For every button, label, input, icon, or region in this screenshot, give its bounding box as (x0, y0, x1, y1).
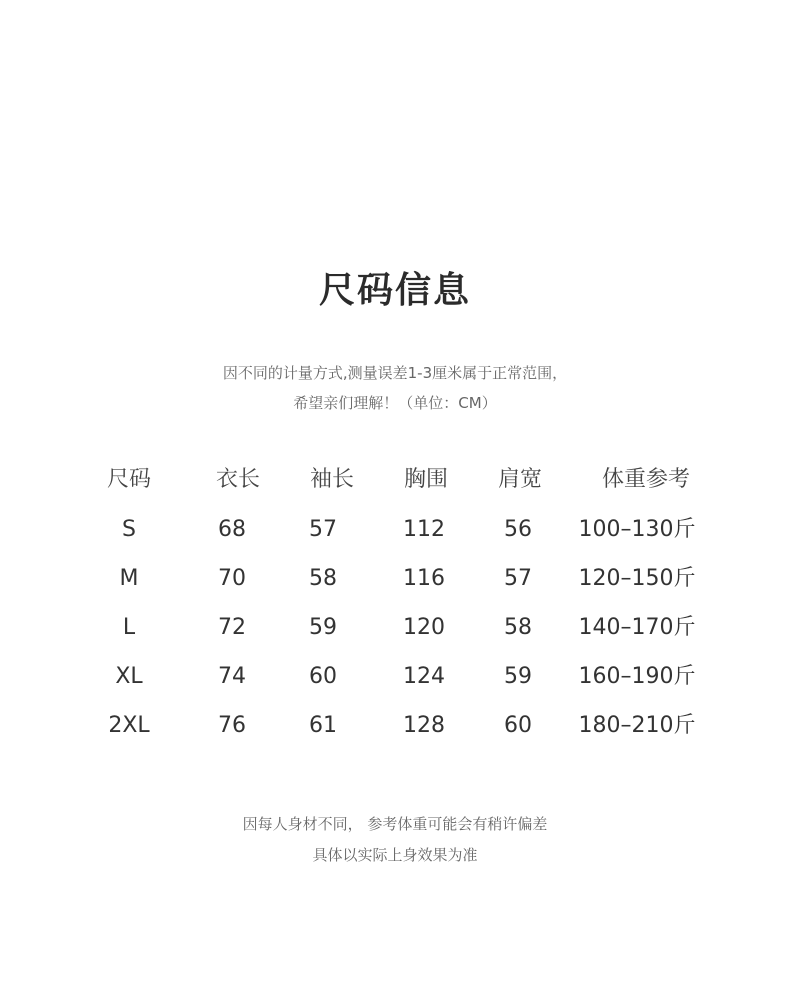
cell-sleeve: 59 (309, 615, 337, 640)
table-row (0, 608, 790, 657)
cell-shoulder: 58 (504, 615, 532, 640)
header-weight: 体重参考 (601, 467, 691, 492)
cell-length: 72 (218, 615, 246, 640)
cell-weight: 100–130斤 (578, 517, 696, 542)
cell-weight: 120–150斤 (578, 566, 696, 591)
cell-length: 68 (218, 517, 246, 542)
header-sleeve: 袖长 (309, 467, 355, 492)
header-length: 衣长 (215, 467, 261, 492)
table-row (0, 559, 790, 608)
table-header-row (0, 460, 790, 510)
cell-shoulder: 59 (504, 664, 532, 689)
measurement-note: 因不同的计量方式,测量误差1-3厘米属于正常范围， (222, 364, 568, 382)
cell-weight: 180–210斤 (578, 713, 696, 738)
cell-size: 2XL (108, 713, 150, 738)
cell-shoulder: 57 (504, 566, 532, 591)
header-shoulder: 肩宽 (497, 467, 543, 492)
table-row (0, 706, 790, 755)
cell-sleeve: 58 (309, 566, 337, 591)
cell-weight: 140–170斤 (578, 615, 696, 640)
cell-length: 76 (218, 713, 246, 738)
cell-sleeve: 60 (309, 664, 337, 689)
cell-shoulder: 60 (504, 713, 532, 738)
cell-size: XL (115, 664, 143, 689)
weight-disclaimer: 因每人身材不同， 参考体重可能会有稍许偏差 (242, 815, 548, 833)
unit-note: 希望亲们理解！（单位：CM） (293, 394, 497, 412)
cell-chest: 124 (403, 664, 445, 689)
header-chest: 胸围 (403, 467, 449, 492)
fit-disclaimer: 具体以实际上身效果为准 (312, 846, 478, 864)
size-table (0, 460, 790, 755)
cell-chest: 128 (403, 713, 445, 738)
cell-chest: 116 (403, 566, 445, 591)
cell-size: L (122, 615, 136, 640)
cell-chest: 120 (403, 615, 445, 640)
cell-length: 74 (218, 664, 246, 689)
cell-length: 70 (218, 566, 246, 591)
page-title: 尺码信息 (318, 270, 471, 311)
header-size: 尺码 (106, 467, 152, 492)
cell-chest: 112 (403, 517, 445, 542)
table-row (0, 510, 790, 559)
cell-size: S (122, 517, 136, 542)
cell-size: M (119, 566, 139, 591)
cell-shoulder: 56 (504, 517, 532, 542)
cell-sleeve: 61 (309, 713, 337, 738)
table-row (0, 657, 790, 706)
cell-weight: 160–190斤 (578, 664, 696, 689)
cell-sleeve: 57 (309, 517, 337, 542)
